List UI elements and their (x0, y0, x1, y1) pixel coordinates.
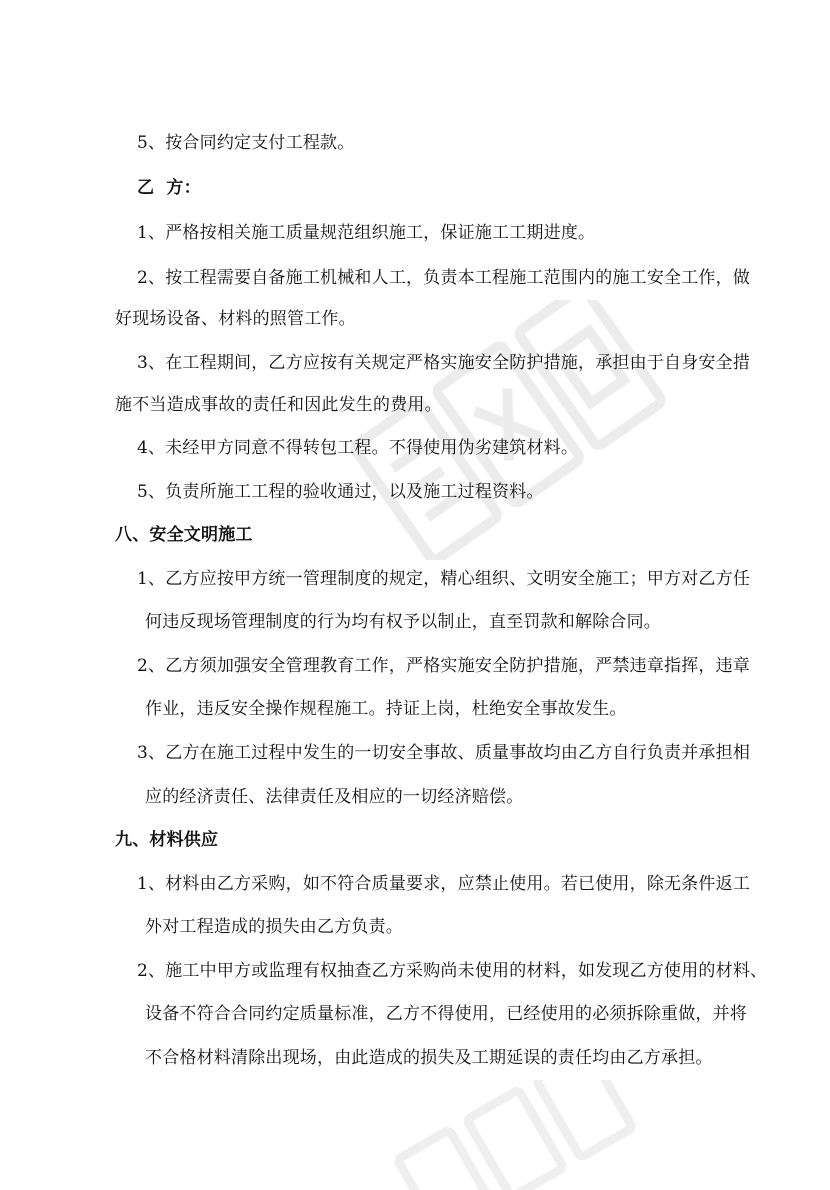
watermark-icon (330, 300, 670, 560)
clause-9-2-cont-2: 不合格材料清除出现场，由此造成的损失及工期延误的责任均由乙方承担。 (145, 1048, 713, 1068)
clause-9-2-cont-1: 设备不符合合同约定质量标准，乙方不得使用，已经使用的必须拆除重做，并将 (145, 1004, 747, 1024)
clause-party-b-2-cont: 好现场设备、材料的照管工作。 (115, 309, 356, 329)
clause-8-2-cont: 作业，违反安全操作规程施工。持证上岗，杜绝安全事故发生。 (145, 699, 627, 719)
clause-party-b-3-cont: 施不当造成事故的责任和因此发生的费用。 (115, 395, 442, 415)
clause-party-b-4: 4、未经甲方同意不得转包工程。不得使用伪劣建筑材料。 (137, 438, 579, 458)
section-8-heading: 八、安全文明施工 (115, 525, 253, 545)
clause-9-1-cont: 外对工程造成的损失由乙方负责。 (145, 917, 403, 937)
clause-party-b-3: 3、在工程期间，乙方应按有关规定严格实施安全防护措施，承担由于自身安全措 (137, 353, 751, 373)
clause-party-b-2: 2、按工程需要自备施工机械和人工，负责本工程施工范围内的施工安全工作，做 (137, 268, 751, 288)
clause-party-b-5: 5、负责所施工工程的验收通过，以及施工过程资料。 (137, 482, 544, 502)
clause-8-1-cont: 何违反现场管理制度的行为均有权予以制止，直至罚款和解除合同。 (145, 612, 661, 632)
party-b-heading: 乙 方： (137, 178, 201, 198)
clause-8-1: 1、乙方应按甲方统一管理制度的规定，精心组织、文明安全施工；甲方对乙方任 (137, 569, 751, 589)
clause-8-3: 3、乙方在施工过程中发生的一切安全事故、质量事故均由乙方自行负责并承担相 (137, 743, 751, 763)
clause-party-b-1: 1、严格按相关施工质量规范组织施工，保证施工工期进度。 (137, 223, 596, 243)
clause-9-2: 2、施工中甲方或监理有权抽查乙方采购尚未使用的材料，如发现乙方使用的材料、 (137, 961, 768, 981)
clause-party-a-5: 5、按合同约定支付工程款。 (137, 133, 355, 153)
section-9-heading: 九、材料供应 (115, 830, 219, 850)
clause-8-2: 2、乙方须加强安全管理教育工作，严格实施安全防护措施，严禁违章指挥，违章 (137, 656, 751, 676)
clause-9-1: 1、材料由乙方采购，如不符合质量要求，应禁止使用。若已使用，除无条件返工 (137, 874, 751, 894)
clause-8-3-cont: 应的经济责任、法律责任及相应的一切经济赔偿。 (145, 787, 524, 807)
